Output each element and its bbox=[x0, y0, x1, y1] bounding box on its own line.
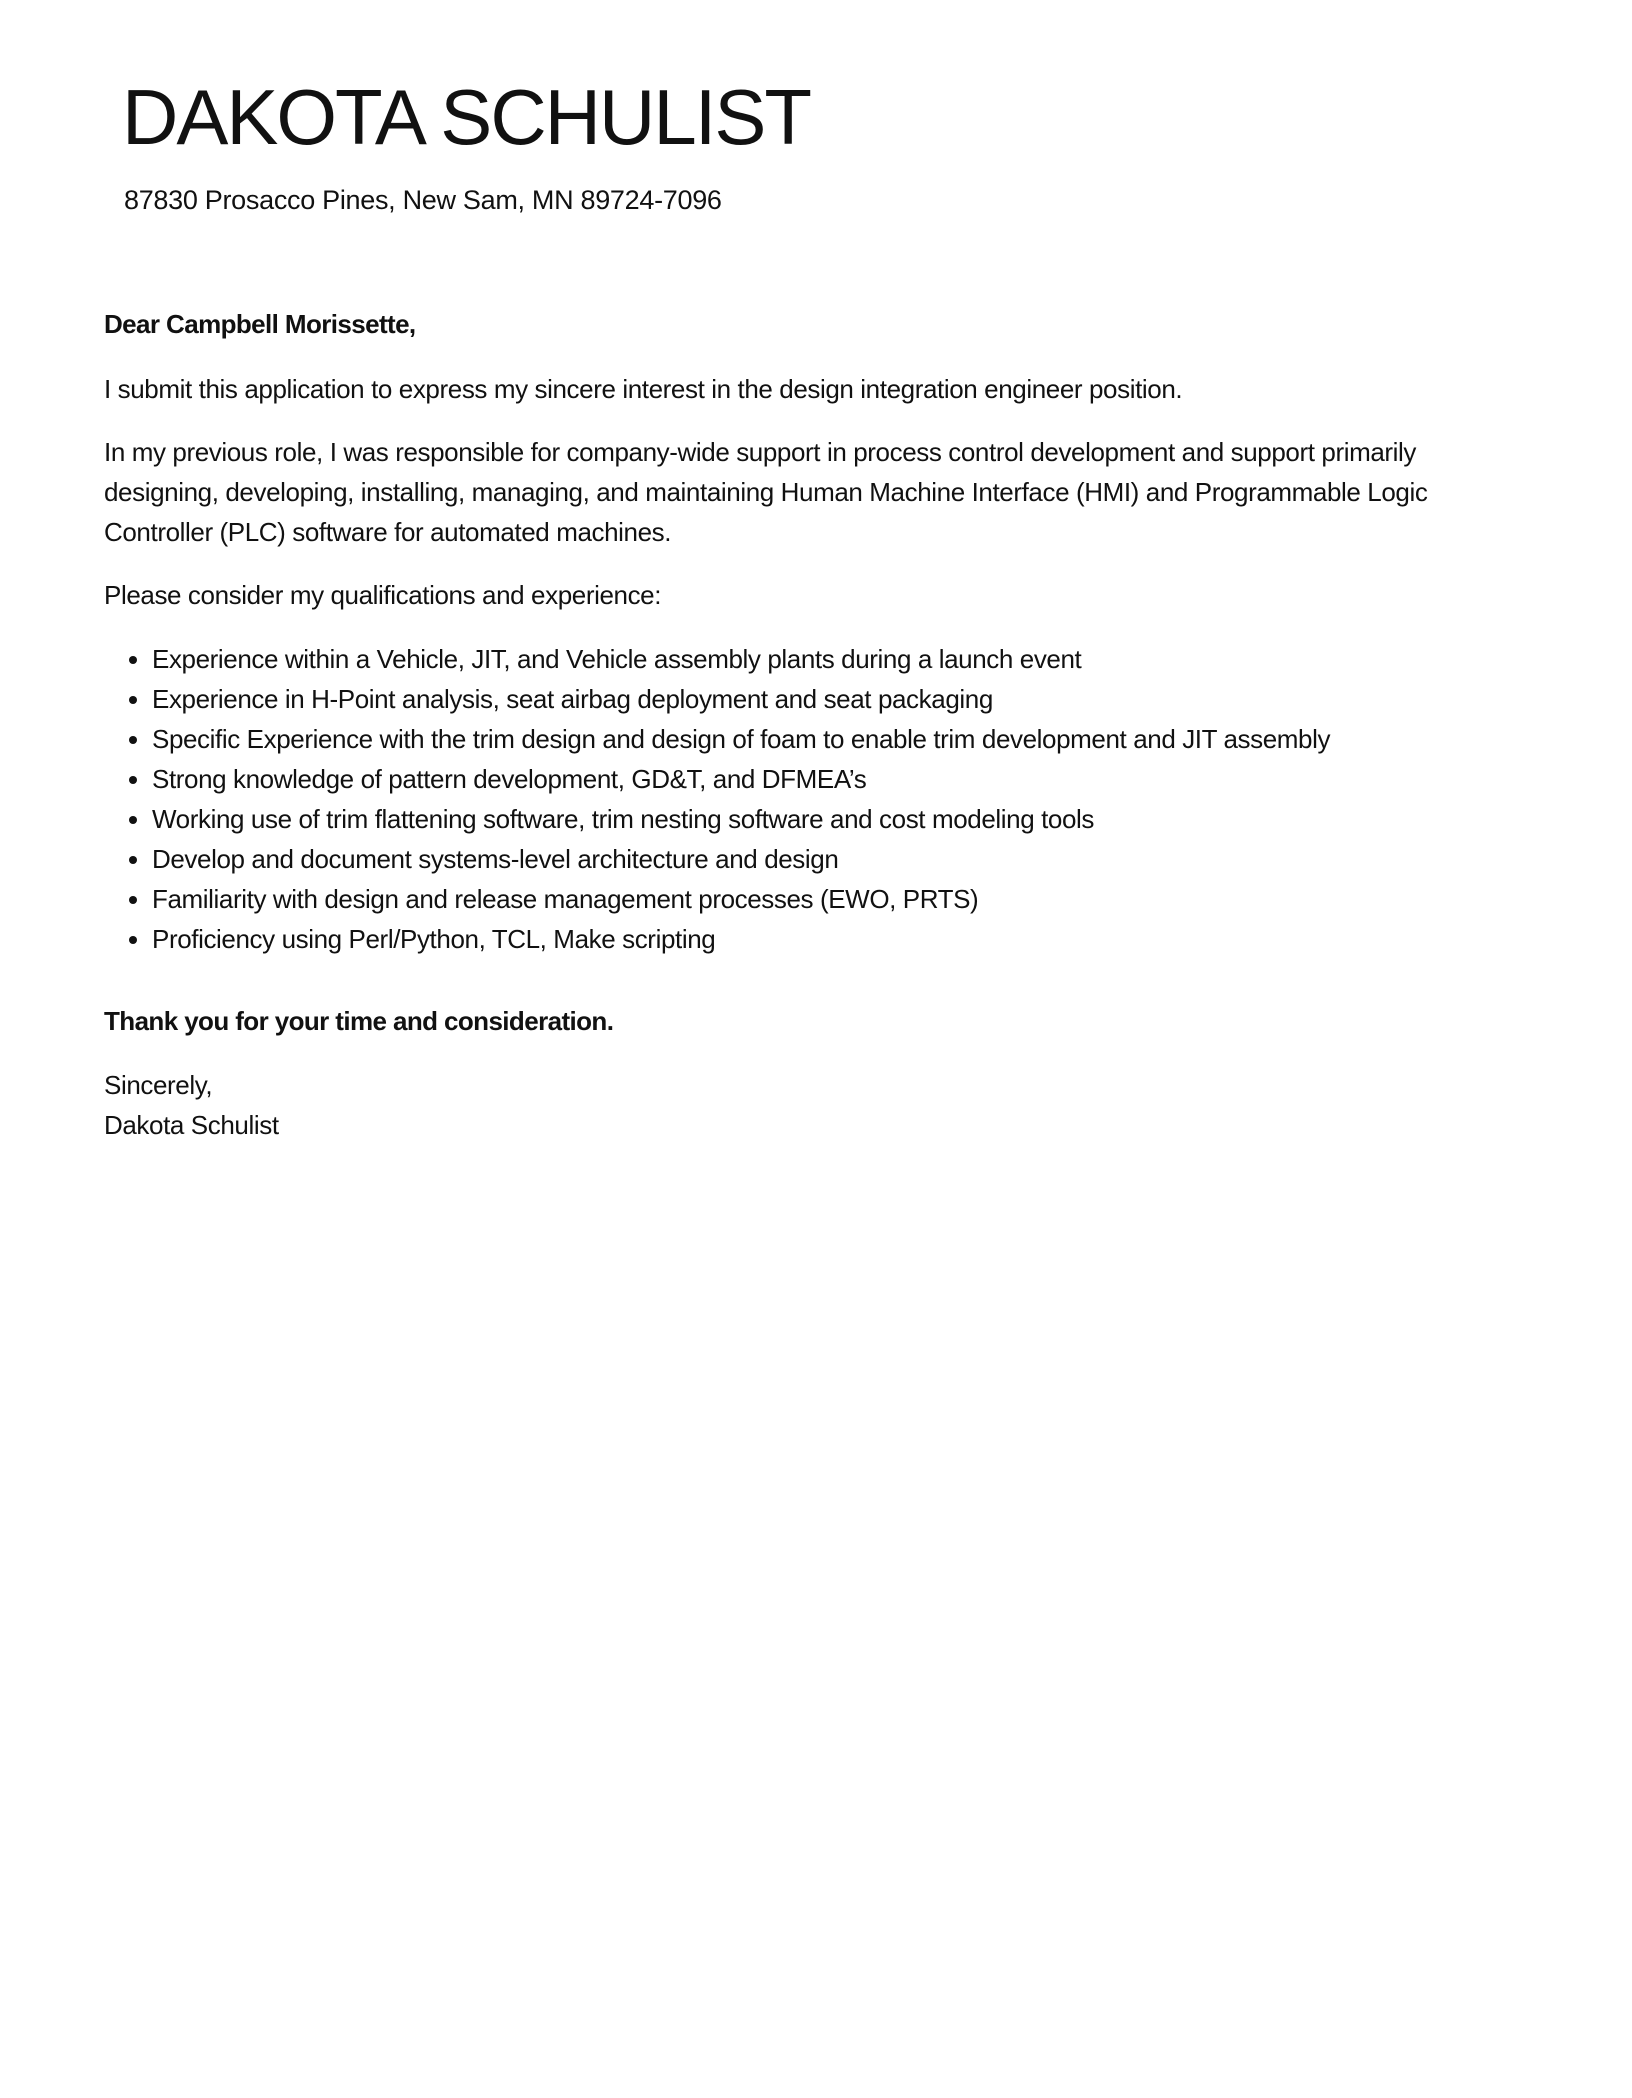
applicant-address: 87830 Prosacco Pines, New Sam, MN 89724-7096 bbox=[124, 185, 722, 215]
closing: Sincerely, bbox=[104, 1070, 213, 1100]
applicant-name: DAKOTA SCHULIST bbox=[122, 73, 811, 161]
list-item: • Working use of trim flattening software, trim nesting software and cost modeling tools bbox=[152, 799, 1572, 839]
list-item: • Strong knowledge of pattern development, GD&T, and DFMEA’s bbox=[152, 759, 1572, 799]
salutation: Dear Campbell Morissette, bbox=[104, 309, 416, 339]
experience-paragraph: In my previous role, I was responsible for company-wide support in process control development and support primarily designing, developing, installing, managing, and maintaining Human Machine Interface (HMI) and Programmable Logic Controller (PLC) software for automated machines. bbox=[104, 437, 1428, 547]
list-item: • Experience within a Vehicle, JIT, and Vehicle assembly plants during a launch event bbox=[152, 639, 1572, 679]
list-item: • Specific Experience with the trim design and design of foam to enable trim development and JIT assembly bbox=[152, 719, 1572, 759]
qualifications-intro: Please consider my qualifications and experience: bbox=[104, 580, 662, 610]
list-item: • Experience in H-Point analysis, seat airbag deployment and seat packaging bbox=[152, 679, 1572, 719]
list-item: • Develop and document systems-level architecture and design bbox=[152, 839, 1572, 879]
thanks-line: Thank you for your time and consideration. bbox=[104, 1006, 614, 1036]
qualifications-list bbox=[104, 639, 1572, 959]
list-item: • Proficiency using Perl/Python, TCL, Make scripting bbox=[152, 919, 1572, 959]
list-item: • Familiarity with design and release management processes (EWO, PRTS) bbox=[152, 879, 1572, 919]
signature: Dakota Schulist bbox=[104, 1110, 279, 1140]
intro-paragraph: I submit this application to express my sincere interest in the design integration engineer position. bbox=[104, 374, 1183, 404]
